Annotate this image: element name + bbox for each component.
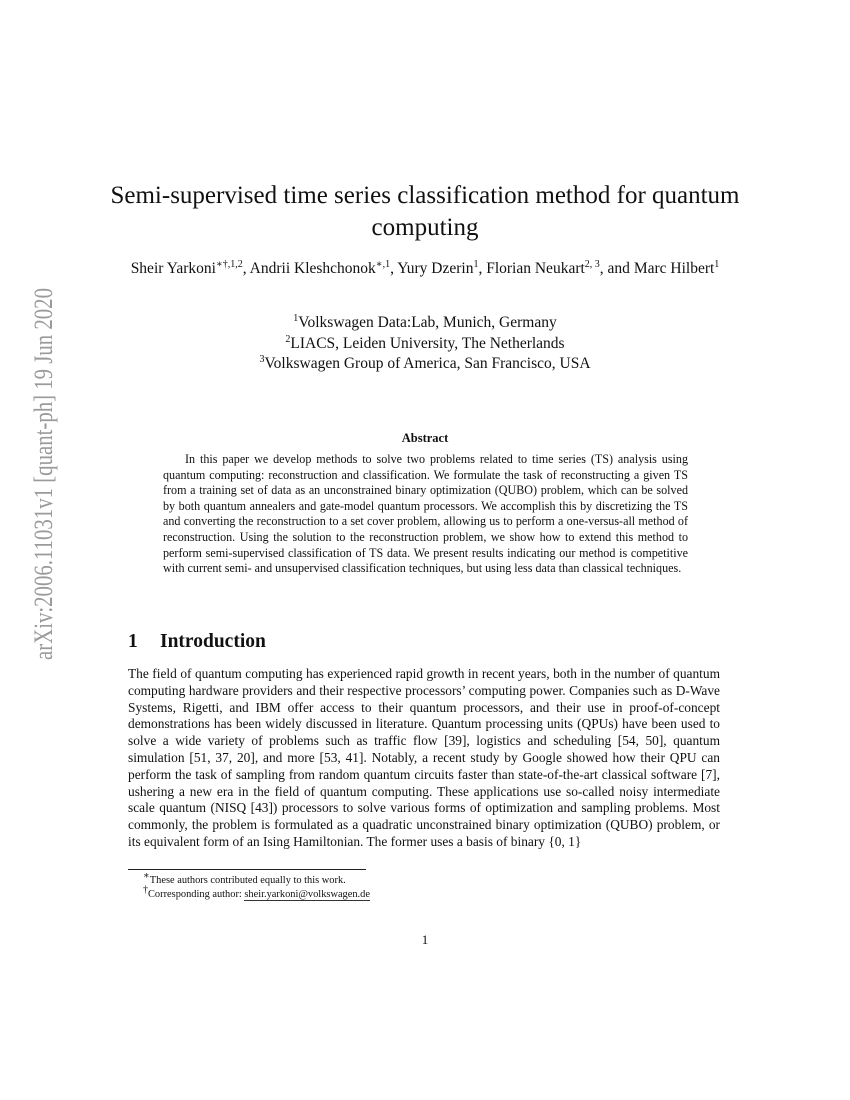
- affiliation: [100, 313, 750, 334]
- footnote-mark: †: [143, 884, 148, 896]
- affiliation-number: 3: [259, 353, 265, 365]
- author-marks: 2, 3: [584, 258, 600, 270]
- section-title: Introduction: [160, 631, 266, 652]
- author-separator: ,: [478, 260, 487, 277]
- page-number: 1: [421, 932, 429, 947]
- arxiv-stamp: [0, 0, 66, 1100]
- author-name: Sheir Yarkoni: [130, 260, 216, 277]
- section-heading: [128, 630, 266, 654]
- author-name: Florian Neukart: [486, 260, 585, 277]
- author-marks: ∗†,1,2: [215, 258, 243, 270]
- paper-title: Semi-supervised time series classification method for quantum computing: [110, 182, 740, 241]
- author-marks: 1: [473, 258, 479, 270]
- corresponding-email-link[interactable]: sheir.yarkoni@volkswagen.de: [244, 889, 370, 901]
- author-list: [100, 258, 750, 279]
- affiliation-text: Volkswagen Data:Lab, Munich, Germany: [298, 314, 557, 331]
- author-marks: ∗,1: [375, 258, 391, 270]
- footnotes: [143, 870, 703, 903]
- abstract-text: In this paper we develop methods to solve two problems related to time series (TS) analysis using quantum computing: reconstruction and classification. We formulate the task of reconstructing a given TS from a training set of data as an unconstrained binary optimization (QUBO) problem, which can be solved by both quantum annealers and gate-model quantum processors. We accomplish this by discretizing the TS and converting the reconstruction to a set cover problem, allowing us to perform a one-versus-all method of reconstruction. Using the solution to the reconstruction problem, we show how to extend this method to perform semi-supervised classification of TS data. We present results indicating our method is competitive with current semi- and unsupervised classification techniques, but using less data than classical techniques.: [163, 452, 688, 576]
- author-separator: ,: [242, 260, 250, 277]
- affiliation-text: LIACS, Leiden University, The Netherlands: [290, 334, 565, 352]
- author-name: Andrii Kleshchonok: [249, 260, 376, 277]
- arxiv-stamp-svg: [0, 0, 66, 1100]
- affiliation: [100, 354, 750, 375]
- abstract-heading: Abstract: [401, 431, 449, 445]
- footnote: [143, 884, 703, 902]
- footnote-mark: ∗: [143, 870, 150, 882]
- author-separator: , and: [599, 260, 634, 277]
- author-name: Yury Dzerin: [397, 260, 474, 277]
- author-name: Marc Hilbert: [633, 260, 715, 277]
- footnote-rule: [128, 869, 366, 870]
- introduction-text: The field of quantum computing has experienced rapid growth in recent years, both in the number of quantum computing hardware providers and their respective processors’ computing power. Companies such as D-Wave Systems, Rigetti, and IBM offer access to their quantum processors, and their use in proof-of-concept demonstrations has been widely discussed in literature. Quantum processing units (QPUs) have been used to solve a wide variety of problems such as traffic flow [39], logistics and scheduling [54, 50], quantum simulation [51, 37, 20], and more [53, 41]. Notably, a recent study by Google showed how their QPU can perform the task of sampling from random quantum circuits faster than state-of-the-art classical software [7], ushering a new era in the field of quantum computing. These applications use so-called noisy intermediate scale quantum (NISQ [43]) processors to solve various forms of optimization and sampling problems. Most commonly, the problem is formulated as a quadratic unconstrained binary optimization (QUBO) problem, or its equivalent form of an Ising Hamiltonian. The former uses a basis of binary {0, 1}: [128, 666, 720, 849]
- arxiv-stamp-text: arXiv:2006.11031v1 [quant-ph] 19 Jun 2020: [29, 195, 58, 660]
- footnote: [143, 870, 703, 888]
- affiliation: [100, 334, 750, 355]
- footnote-text: Corresponding author:: [148, 889, 245, 901]
- affiliation-number: 1: [293, 312, 299, 324]
- affiliation-text: Volkswagen Group of America, San Francisco, USA: [264, 355, 591, 372]
- footnote-text: These authors contributed equally to this work.: [149, 875, 346, 886]
- author-separator: ,: [390, 260, 398, 277]
- affiliation-number: 2: [285, 333, 291, 345]
- affiliations: [100, 313, 750, 375]
- section-number: 1: [128, 631, 138, 652]
- author-marks: 1: [714, 258, 720, 270]
